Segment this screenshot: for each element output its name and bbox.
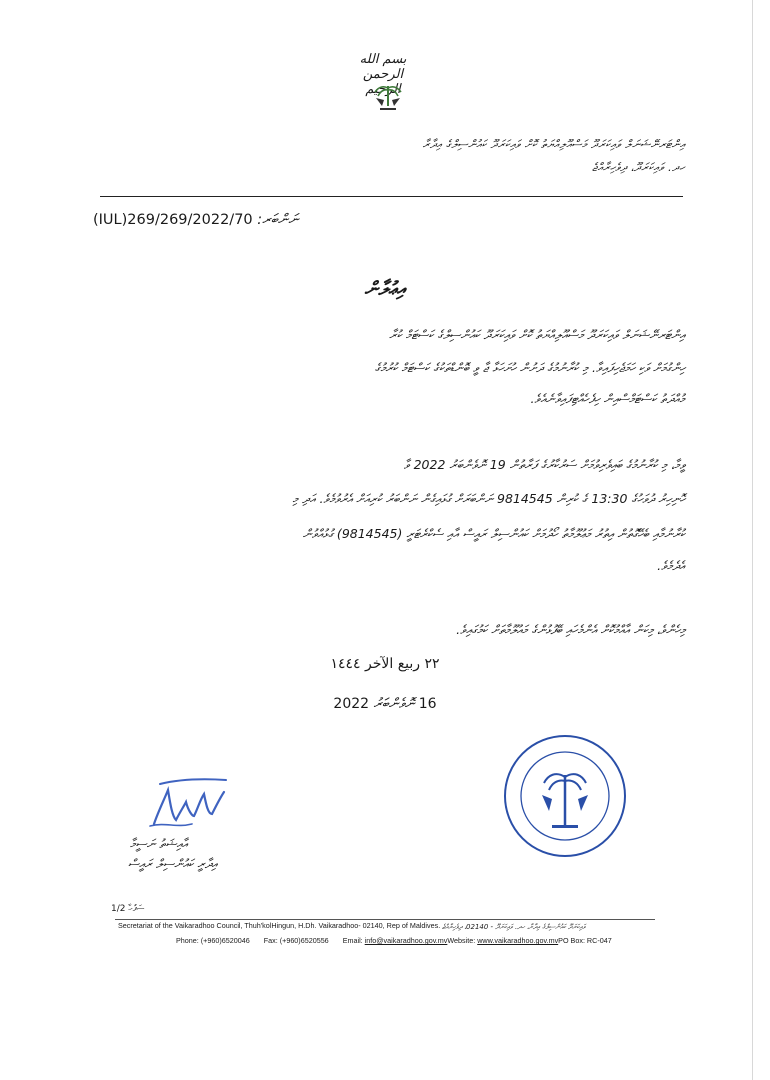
header-divider	[100, 196, 683, 197]
signatory-name: އާއިޝަތު ނަސީމާ	[130, 836, 188, 851]
footer-website-link[interactable]: www.vaikaradhoo.gov.mv	[477, 936, 559, 945]
hijri-date	[0, 656, 770, 672]
footer-phone: Phone: (+960)6520046	[176, 936, 250, 945]
paragraph-2-line-4: އެދެމެވެ.	[657, 558, 685, 573]
paragraph-1-line-3: މުއްދަތު ކަސްޓަމްސްއިން ހިފެހެއްޓިފައިވާނެއެވެ.	[530, 391, 685, 406]
reference-number-row	[93, 212, 304, 228]
gregorian-date	[0, 696, 770, 712]
signature-scrawl-icon	[146, 772, 246, 832]
paragraph-2-line-1: ވީމާ، މި ކުރާނުމުގެ ބައިވެރިވުމަށް ސަރުކާރުގެ ފަރާތުން 19 ނޮވެންބަރު 2022 ވާ	[403, 457, 685, 472]
footer-fax: Fax: (+960)6520556	[263, 936, 329, 945]
closing-line: މިހެންވެ، މިކަން އާއްމުކޮށް އެންމެހައި ބޭފުޅުންގެ މައުލޫމާތަށް ކަމުގައިވެ.	[456, 622, 685, 637]
document-title: އިޢުލާން	[364, 278, 406, 300]
office-title-line: އިންޓަރނޭޝަނަލް ވައިކަރަދޫ މަސްއޫލިއްޔަތު ކޮށް ވައިކަރަދޫ ކައުންސިލްގެ އިދާރާ	[422, 137, 685, 151]
gregorian-month: ނޮވެންބަރު	[373, 696, 415, 712]
paragraph-1-line-2: ހިންގުމަށް ވަކި ހަމަޖެހިފައިވާ. މި ކުރާނުމުގެ ދަށުން ހުށަހަޅާ ޖާ ވީ ބޮންޑްތަކުގެ ކަސްޓަމް ކުރުމުގެ	[374, 360, 685, 375]
footer-divider	[115, 919, 655, 920]
hijri-year: ١٤٤٤	[330, 656, 361, 672]
page-edge	[752, 0, 753, 1080]
council-seal-icon	[502, 733, 628, 859]
reference-label: ނަންބަރ:	[257, 212, 299, 228]
hijri-day: ٢٢	[424, 656, 440, 672]
footer-email-label: Email:	[342, 936, 363, 945]
reference-number: (IUL)269/269/2022/70	[93, 212, 253, 228]
paragraph-2-line-3: ކުރާނުމާއި ބެހޭގޮތުން އިތުރު މަޢުލޫމާތު ހޯދުމަށް ކައުންސިލް ރައީސް އާއި ސެކްރެޓަރީ (9814545) ގުޅުއްވުން	[302, 526, 685, 541]
paragraph-1-line-1: އިންޓަރނޭޝަނަލް ވައިކަރަދޫ މަސްއޫލިއްޔަތު ކޮށް ވައިކަރަދޫ ކައުންސިލްގެ ކަސްޓަމް ކުރާ	[389, 327, 685, 342]
footer-email-link[interactable]: info@vaikaradhoo.gov.mv	[364, 936, 448, 945]
page-number: 1/2 ސަފުހާ	[111, 904, 145, 914]
signatory-title: އިދާރީ ކައުންސިލް ރައީސް	[128, 856, 218, 871]
gregorian-year: 2022	[333, 696, 370, 712]
footer-pobox: PO Box: RC-047	[558, 936, 612, 945]
hijri-month: ربيع الآخر	[364, 656, 421, 672]
office-address-line: ހދ. ވައިކަރަދޫ، ދިވެހިރާއްޖެ	[592, 160, 685, 174]
gregorian-day: 16	[418, 696, 437, 712]
paragraph-2-line-2: ހޮނިހިރު ދުވަހުގެ 13:30 ގެ ކުރިން 9814545 ނަންބަރަށް ގުޅައިގެން ނަންބަރު ކުރިއަށް އެރުވުމެވެ. އަދި މި	[292, 491, 685, 506]
bismillah-calligraphy: بسم الله الرحمن الرحيم	[359, 52, 407, 97]
footer-address-dhivehi: ވައިކަރަދޫ ކައުންސިލްގެ އިދާރާ، ހދ. ވައިކަރަދޫ - 02140، ދިވެހިރާއްޖެ	[442, 923, 586, 931]
footer-contacts	[176, 936, 624, 945]
footer-address-english: Secretariat of the Vaikaradhoo Council, Thuh'kolHingun, H.Dh. Vaikaradhoo- 02140, Rep of Maldives.	[118, 921, 441, 930]
national-emblem-icon	[372, 82, 404, 112]
footer-website-label: Website:	[447, 936, 476, 945]
